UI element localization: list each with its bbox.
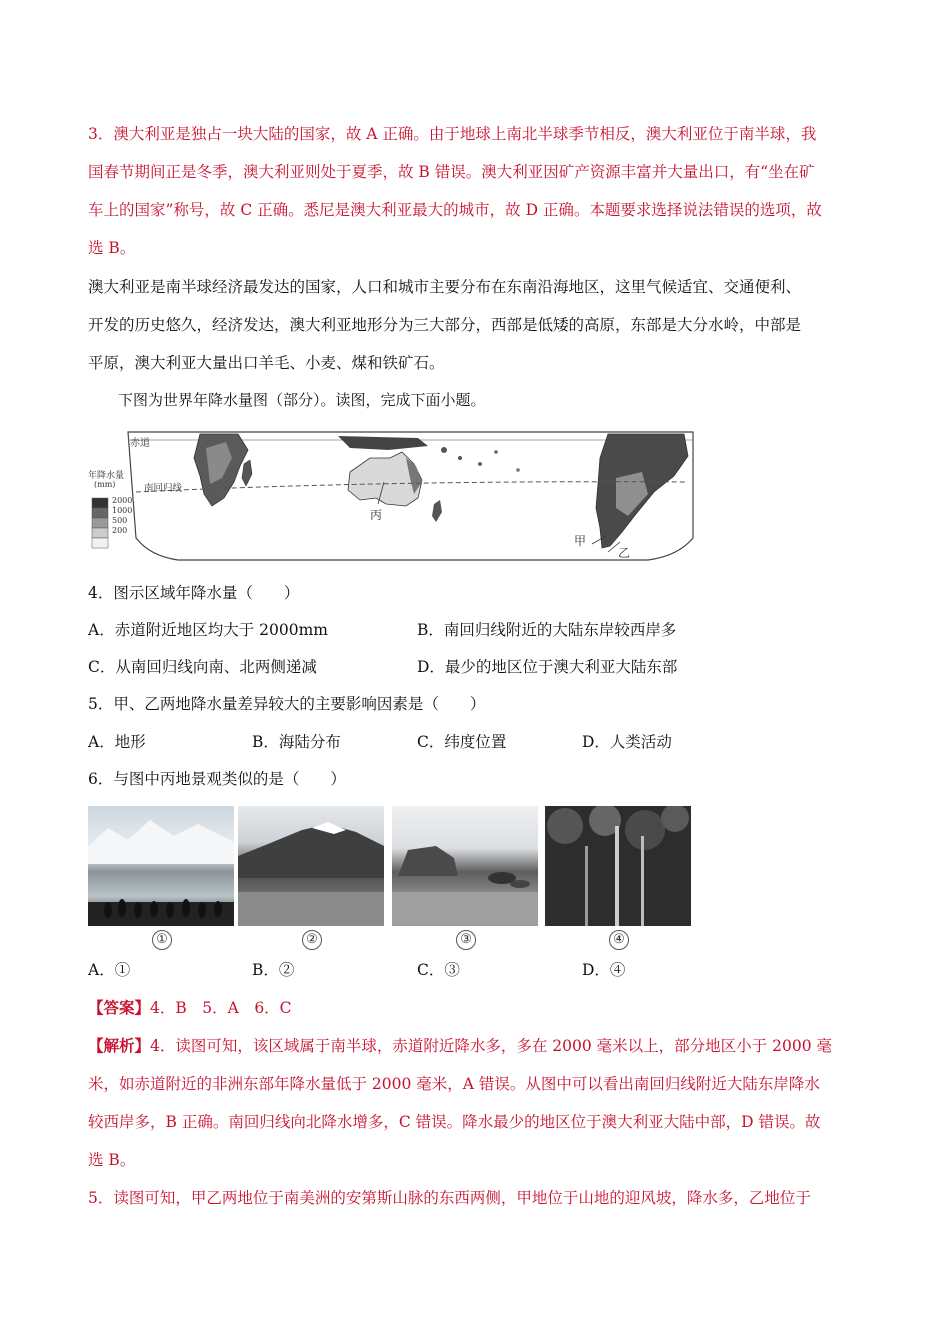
analysis-line: 米，如赤道附近的非洲东部年降水量低于 2000 毫米，A 错误。从图中可以看出南回归线附近大陆东岸降水: [88, 1075, 820, 1093]
q5-option-d: D．人类活动: [582, 733, 672, 751]
legend-swatch: [92, 518, 108, 528]
legend-swatch: [92, 498, 108, 508]
photo-savanna-plateau: [392, 806, 538, 926]
label-yi: 乙: [618, 546, 631, 560]
photo-caption-4: ④: [609, 930, 629, 950]
q4-option-b: B．南回归线附近的大陆东岸较西岸多: [417, 621, 677, 639]
q5-option-b: B．海陆分布: [252, 733, 341, 751]
legend-value: 2000: [112, 496, 133, 505]
knowledge-line: 开发的历史悠久，经济发达，澳大利亚地形分为三大部分，西部是低矮的高原，东部是大分水岭，中部是: [88, 316, 802, 334]
legend-swatch: [92, 538, 108, 548]
legend-value: 200: [112, 526, 128, 535]
q3-explanation-line: 国春节期间正是冬季，澳大利亚则处于夏季，故 B 错误。澳大利亚因矿产资源丰富并大量出口，有“坐在矿: [88, 163, 815, 181]
q3-explanation-line: 3．澳大利亚是独占一块大陆的国家，故 A 正确。由于地球上南北半球季节相反，澳大利亚位于南半球，我: [88, 125, 817, 143]
rainfall-map: [88, 428, 698, 564]
q4-stem: 4．图示区域年降水量（ ）: [88, 584, 300, 602]
legend-swatch: [92, 508, 108, 518]
answer-line: [88, 998, 292, 1018]
analysis-line: [88, 1036, 832, 1056]
tropic-label: 南回归线: [144, 483, 183, 494]
q5-stem: 5．甲、乙两地降水量差异较大的主要影响因素是（ ）: [88, 695, 486, 713]
photo-caption-1: ①: [152, 930, 172, 950]
equator-label: 赤道: [130, 438, 150, 449]
q6-option-d: D．④: [582, 961, 626, 979]
analysis-line: 5．读图可知，甲乙两地位于南美洲的安第斯山脉的东西两侧，甲地位于山地的迎风坡，降水多，乙地位于: [88, 1189, 811, 1207]
analysis-text: 4．读图可知，该区域属于南半球，赤道附近降水多，多在 2000 毫米以上，部分地区小于 2000 毫: [150, 1037, 832, 1055]
legend-title: 年降水量: [88, 471, 125, 481]
knowledge-line: 平原，澳大利亚大量出口羊毛、小麦、煤和铁矿石。: [88, 354, 445, 372]
label-jia: 甲: [574, 534, 587, 548]
legend-unit: (mm): [94, 480, 116, 489]
q4-option-a: A．赤道附近地区均大于 2000mm: [88, 621, 328, 639]
photo-caption-2: ②: [302, 930, 322, 950]
q5-option-c: C．纬度位置: [417, 733, 507, 751]
q3-explanation-line: 车上的国家”称号，故 C 正确。悉尼是澳大利亚最大的城市，故 D 正确。本题要求选择说法错误的选项，故: [88, 201, 822, 219]
analysis-label: 【解析】: [88, 1036, 151, 1055]
answer-text: 4．B 5．A 6．C: [150, 999, 292, 1017]
legend-swatch: [92, 528, 108, 538]
map-intro: 下图为世界年降水量图（部分）。读图，完成下面小题。: [118, 391, 486, 409]
q6-option-b: B．②: [252, 961, 295, 979]
answer-label: 【答案】: [88, 998, 151, 1017]
analysis-line: 较西岸多，B 正确。南回归线向北降水增多，C 错误。降水最少的地区位于澳大利亚大陆中部，D 错误。故: [88, 1113, 821, 1131]
label-bing: 丙: [370, 508, 383, 522]
rainfall-map-svg: [88, 428, 698, 564]
q5-option-a: A．地形: [88, 733, 146, 751]
q6-option-a: A．①: [88, 961, 131, 979]
q6-option-c: C．③: [417, 961, 460, 979]
photo-mountain-meadow: [238, 806, 384, 926]
photo-caption-3: ③: [456, 930, 476, 950]
photo-glacier-penguins: [88, 806, 234, 926]
q4-option-c: C．从南回归线向南、北两侧递减: [88, 658, 317, 676]
analysis-line: 选 B。: [88, 1151, 136, 1169]
knowledge-line: 澳大利亚是南半球经济最发达的国家，人口和城市主要分布在东南沿海地区，这里气候适宜、交通便利、: [88, 278, 802, 296]
legend-value: 500: [112, 516, 128, 525]
q3-explanation-line: 选 B。: [88, 239, 136, 257]
legend-value: 1000: [112, 506, 133, 515]
q4-option-d: D．最少的地区位于澳大利亚大陆东部: [417, 658, 678, 676]
q6-stem: 6．与图中丙地景观类似的是（ ）: [88, 770, 346, 788]
photo-rainforest: [545, 806, 691, 926]
